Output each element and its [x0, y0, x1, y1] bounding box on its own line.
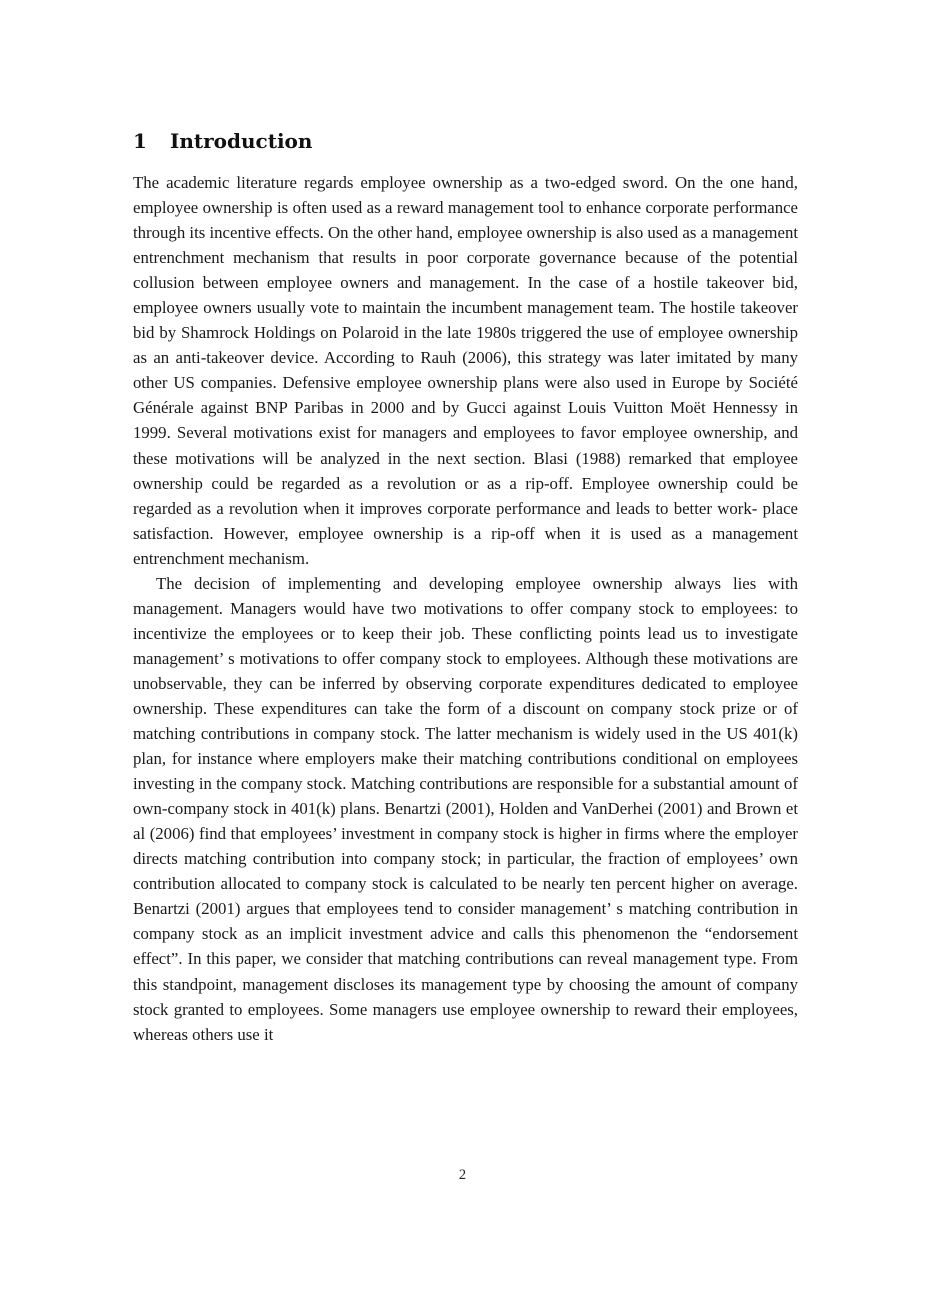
section-number: 1 — [133, 129, 147, 153]
page-number: 2 — [458, 1167, 467, 1183]
paragraph-1: The academic literature regards employee ownership as a two-edged sword. On the one hand, employee ownership is often used as a reward management tool to enhance corporate performance through its incentive effects. On the other hand, employee ownership is also used as a management entrenchment mechanism that results in poor corporate governance because of the potential collusion between employee owners and management. In the case of a hostile takeover bid, employee owners usually vote to maintain the incumbent management team. The hostile takeover bid by Shamrock Holdings on Polaroid in the late 1980s triggered the use of employee ownership as an anti-takeover device. According to Rauh (2006), this strategy was later imitated by many other US companies. Defensive employee ownership plans were also used in Europe by Société Générale against BNP Paribas in 2000 and by Gucci against Louis Vuitton Moët Hennessy in 1999. Several motivations exist for managers and employees to favor employee ownership, and these motivations will be analyzed in the next section. Blasi (1988) remarked that employee ownership could be regarded as a revolution or as a rip-off. Employee ownership could be regarded as a revolution when it improves corporate performance and leads to better work- place satisfaction. However, employee ownership is a rip-off when it is used as a management entrenchment mechanism. — [133, 173, 798, 568]
section-heading — [133, 126, 312, 156]
paragraph-2: The decision of implementing and developing employee ownership always lies with management. Managers would have two motivations to offer company stock to employees: to incentivize the employees or to keep their job. These conflicting points lead us to investigate management’ s motivations to offer company stock to employees. Although these motivations are unobservable, they can be inferred by observing corporate expenditures dedicated to employee ownership. These expenditures can take the form of a discount on company stock prize or of matching contributions in company stock. The latter mechanism is widely used in the US 401(k) plan, for instance where employers make their matching contributions conditional on employees investing in the company stock. Matching contributions are responsible for a substantial amount of own-company stock in 401(k) plans. Benartzi (2001), Holden and VanDerhei (2001) and Brown et al (2006) find that employees’ investment in company stock is higher in firms where the employer directs matching contribution into company stock; in particular, the fraction of employees’ own contribution allocated to company stock is calculated to be nearly ten percent higher on average. Benartzi (2001) argues that employees tend to consider management’ s matching contribution in company stock as an implicit investment advice and calls this phenomenon the “endorsement effect”. In this paper, we consider that matching contributions can reveal management type. From this standpoint, management discloses its management type by choosing the amount of company stock granted to employees. Some managers use employee ownership to reward their employees, whereas others use it — [133, 573, 798, 1044]
section-title: Introduction — [170, 129, 313, 153]
body-text — [133, 170, 798, 1047]
